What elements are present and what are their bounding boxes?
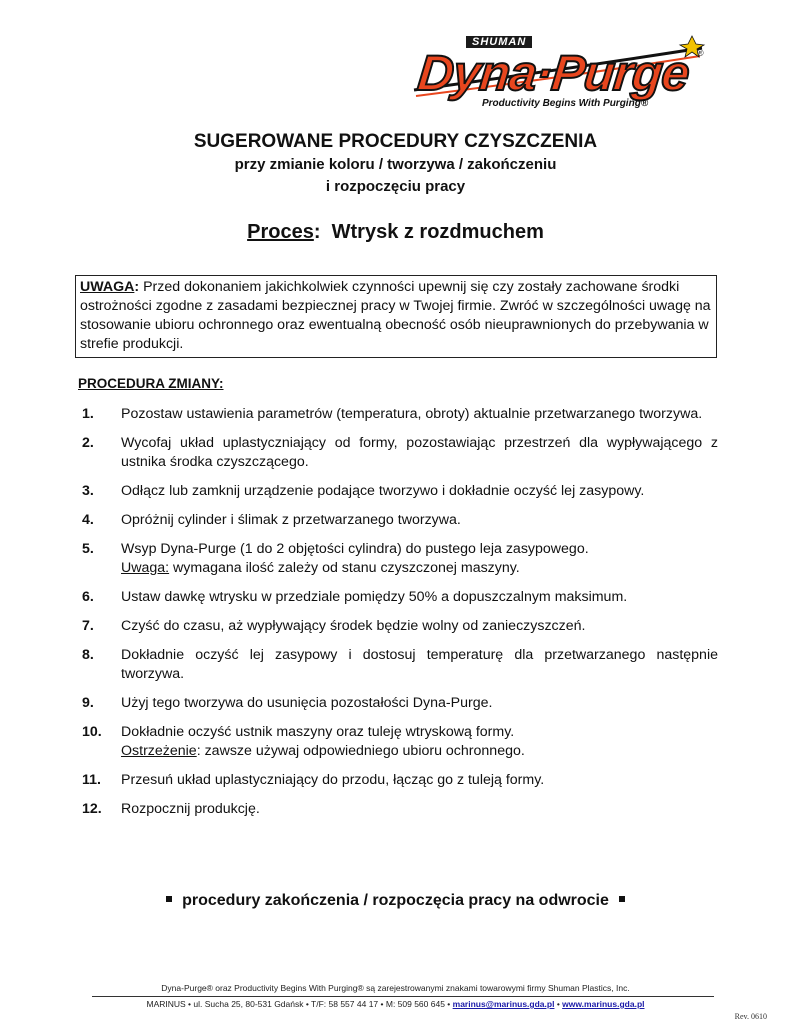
company-address: ul. Sucha 25, 80-531 Gdańsk (193, 999, 304, 1009)
logo-shuman-text: SHUMAN (466, 36, 532, 48)
step-text: Czyść do czasu, aż wypływający środek będzie wolny od zanieczyszczeń. (121, 618, 586, 634)
step-text: Dokładnie oczyść ustnik maszyny oraz tuleję wtryskową formy. (121, 724, 515, 740)
process-separator: : (313, 221, 321, 243)
step-text: Opróżnij cylinder i ślimak z przetwarzanego tworzywa. (121, 512, 461, 528)
step-number: 6. (82, 589, 94, 605)
step-text-block (121, 540, 718, 578)
step-text-block (121, 723, 718, 761)
step-number: 9. (82, 695, 94, 711)
step-number: 5. (82, 541, 94, 557)
procedure-step (78, 694, 718, 713)
step-text-block (121, 646, 718, 684)
step-number: 10. (82, 724, 102, 740)
company-logo (410, 30, 710, 120)
page-subtitle-line1: przy zmianie koloru / tworzywa / zakończeniu (234, 156, 557, 173)
step-text-block (121, 405, 718, 424)
logo-tagline: Productivity Begins With Purging® (482, 98, 649, 109)
warning-label: UWAGA (80, 279, 135, 295)
step-text: Rozpocznij produkcję. (121, 801, 260, 817)
process-heading (0, 221, 791, 244)
step-text-block (121, 511, 718, 530)
step-text-block (121, 694, 718, 713)
warning-text: Przed dokonaniem jakichkolwiek czynności upewnij się czy zostały zachowane środki ostrożności zgodne z zasadami bezpiecznej pracy w Twojej firmie. Zwróć w szczególności uwagę na stosowanie ubioru ochronnego oraz ewentualną obecność osób nieuprawnionych do przebywania w strefie produkcji. (80, 279, 711, 352)
step-text-block (121, 800, 718, 819)
procedure-step (78, 646, 718, 684)
step-note-label: Ostrzeżenie (121, 743, 197, 759)
procedure-heading: PROCEDURA ZMIANY: (78, 376, 224, 391)
step-number: 3. (82, 483, 94, 499)
procedure-step (78, 511, 718, 530)
step-text-block (121, 771, 718, 790)
logo-brand-text: Dyna·Purge (415, 45, 692, 101)
step-number: 12. (82, 801, 102, 817)
step-number: 4. (82, 512, 94, 528)
procedure-step (78, 434, 718, 472)
step-text: Wycofaj układ uplastyczniający od formy, pozostawiając przestrzeń dla wypływającego z ustnika środka czyszczącego. (121, 435, 718, 470)
procedure-step (78, 800, 718, 819)
procedure-step (78, 723, 718, 761)
step-text: Wsyp Dyna-Purge (1 do 2 objętości cylindra) do pustego leja zasypowego. (121, 541, 589, 557)
logo-registered-mark: ® (697, 48, 704, 58)
procedure-step (78, 588, 718, 607)
step-note-label: Uwaga: (121, 560, 170, 576)
step-note-text: : zawsze używaj odpowiedniego ubioru ochronnego. (196, 743, 525, 759)
procedure-step (78, 540, 718, 578)
step-number: 8. (82, 647, 94, 663)
revision-label: Rev. 0610 (734, 1012, 767, 1021)
step-text: Dokładnie oczyść lej zasypowy i dostosuj temperaturę dla przetwarzanego następnie tworzywa. (121, 647, 718, 682)
step-text-block (121, 434, 718, 472)
step-text: Przesuń układ uplastyczniający do przodu, łącząc go z tuleją formy. (121, 772, 545, 788)
step-text-block (121, 588, 718, 607)
procedure-step (78, 617, 718, 636)
process-label: Proces (247, 221, 314, 243)
website-link[interactable]: www.marinus.gda.pl (562, 999, 645, 1009)
warning-box (75, 275, 717, 358)
footer-divider (92, 996, 714, 997)
step-number: 2. (82, 435, 94, 451)
company-name: MARINUS (146, 999, 186, 1009)
warning-colon: : (134, 279, 140, 295)
step-text: Pozostaw ustawienia parametrów (temperatura, obroty) aktualnie przetwarzanego tworzywa. (121, 406, 703, 422)
step-number: 1. (82, 406, 94, 422)
step-text-block (121, 482, 718, 501)
page-subtitle-line2: i rozpoczęciu pracy (325, 178, 466, 195)
company-mobile: M: 509 560 645 (385, 999, 445, 1009)
reverse-note-text: procedury zakończenia / rozpoczęcia pracy na odwrocie (182, 892, 609, 909)
page-title: SUGEROWANE PROCEDURY CZYSZCZENIA (193, 131, 598, 152)
legal-notice: Dyna-Purge® oraz Productivity Begins With Purging® są zarejestrowanymi znakami towarowymi firmy Shuman Plastics, Inc. (161, 983, 630, 993)
procedure-steps-list (78, 405, 718, 829)
step-note-text: wymagana ilość zależy od stanu czyszczonej maszyny. (169, 560, 520, 576)
procedure-step (78, 771, 718, 790)
procedure-step (78, 405, 718, 424)
email-link[interactable]: marinus@marinus.gda.pl (452, 999, 555, 1009)
reverse-note (0, 892, 791, 910)
step-number: 7. (82, 618, 94, 634)
step-text: Odłącz lub zamknij urządzenie podające tworzywo i dokładnie oczyść lej zasypowy. (121, 483, 645, 499)
process-value: Wtrysk z rozdmuchem (331, 221, 544, 243)
step-number: 11. (82, 772, 101, 788)
step-text: Użyj tego tworzywa do usunięcia pozostałości Dyna-Purge. (121, 695, 493, 711)
company-phone: T/F: 58 557 44 17 (311, 999, 379, 1009)
bullet-icon (166, 896, 172, 902)
procedure-step (78, 482, 718, 501)
contact-line: MARINUS • ul. Sucha 25, 80-531 Gdańsk • T/F: 58 557 44 17 • M: 509 560 645 • marinus@marinus.gda.pl • www.marinus.gda.pl (146, 999, 645, 1009)
step-text-block (121, 617, 718, 636)
bullet-icon (619, 896, 625, 902)
step-text: Ustaw dawkę wtrysku w przedziale pomiędzy 50% a dopuszczalnym maksimum. (121, 589, 628, 605)
